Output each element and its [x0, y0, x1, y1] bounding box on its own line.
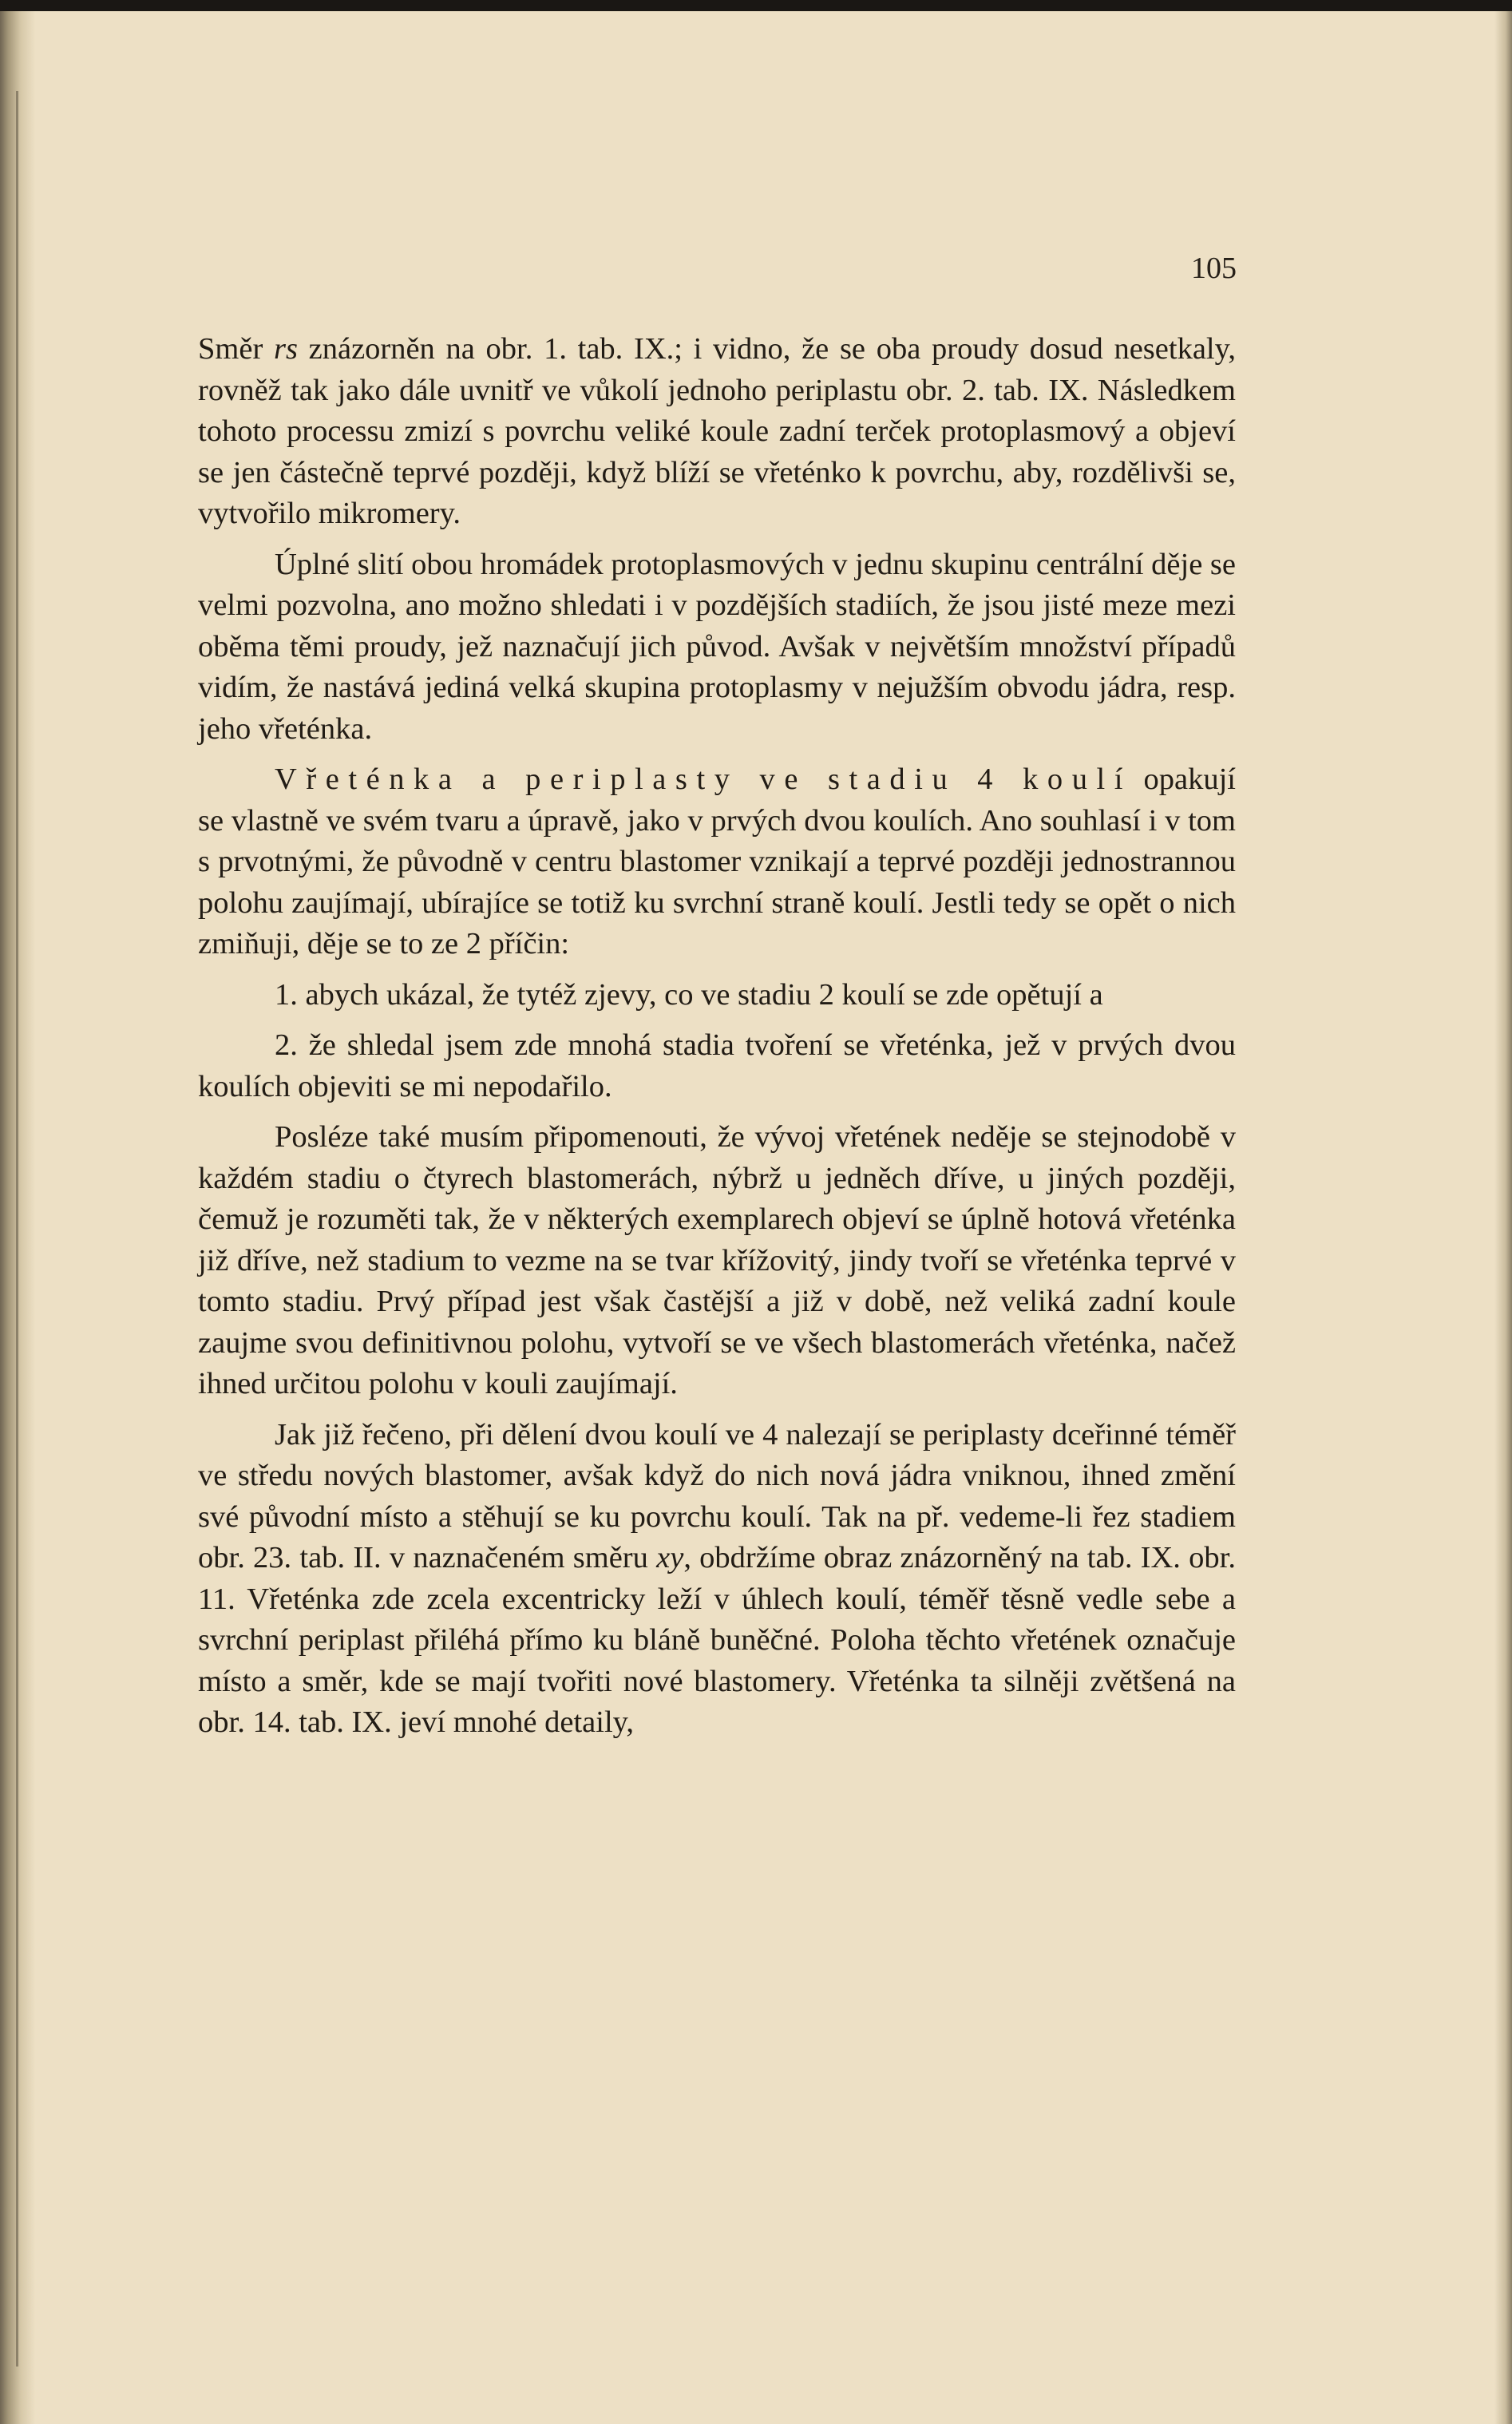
paragraph-1-rest: znázorněn na obr. 1. tab. IX.; i vidno, že se oba proudy dosud nesetkaly, rovněž tak jako dále uvnitř ve vůkolí jednoho periplastu obr. 2. tab. IX. Následkem tohoto processu zmizí s povrchu veliké koule zadní terček protoplasmový a objeví se jen částečně teprvé později, když blíží se vřeténko k povrchu, aby, rozdělivši se, vytvořilo mikromery. — [198, 332, 1236, 530]
paragraph-3-rest: opakují se vlastně ve svém tvaru a úpravě, jako v prvých dvou koulích. Ano souhlasí i v tom s prvotnými, že původně v centru blastomer vznikají a teprvé později jednostrannou polohu zaujímají, ubírajíce se totiž ku svrchní straně koulí. Jestli tedy se opět o nich zmiňuji, děje se to ze 2 příčin: — [198, 762, 1236, 960]
paragraph-2: Úplné slití obou hromádek protoplasmových v jednu skupinu centrální děje se velmi pozvolna, ano možno shledati i v pozdějších stadiích, že jsou jisté meze mezi oběma těmi proudy, jež naznačují jich původ. Avšak v největším množství případů vidím, že nastává jediná velká skupina protoplasmy v nejužším obvodu jádra, resp. jeho vřeténka. — [198, 547, 1236, 746]
paragraph-1-start: Směr — [198, 332, 274, 366]
page-edge-shadow — [1494, 11, 1512, 2424]
paragraph-6: Posléze také musím připomenouti, že vývoj vřetének neděje se stejnodobě v každém stadiu o čtyrech blastomerách, nýbrž u jedněch dříve, u jiných později, čemuž je rozuměti tak, že v některých exemplarech objeví se úplně hotová vřeténka již dříve, než stadium to vezme na se tvar křížovitý, jindy tvoří se vřeténka teprvé v tomto stadiu. Prvý případ jest však častější a již v době, než veliká zadní koule zaujme svou definitivnou polohu, vytvoří se ve všech blastomerách vřeténka, načež ihned určitou polohu v kouli zaujímají. — [198, 1120, 1236, 1400]
paragraph-7-start: Jak již řečeno, při dělení dvou koulí ve 4 nalezají se periplasty dceřinné téměř ve středu nových blastomer, avšak když do nich nová jádra vniknou, ihned změní své původní místo a stěhují se ku povrchu koulí. Tak na př. vedeme-li řez stadiem obr. 23. tab. II. v naznačeném směru — [198, 1417, 1236, 1574]
page-number: 105 — [1191, 252, 1237, 285]
list-item-2: 2. že shledal jsem zde mnohá stadia tvoření se vřeténka, jež v prvých dvou koulích objeviti se mi nepodařilo. — [198, 1028, 1236, 1103]
paragraph-3 — [198, 759, 1236, 965]
spaced-heading: Vřeténka a periplasty ve stadiu 4 koulí — [275, 762, 1133, 796]
paragraph-7 — [198, 1415, 1236, 1744]
paragraph-7-rest: , obdržíme obraz znázorněný na tab. IX. obr. 11. Vřeténka zde zcela excentricky leží v úhlech koulí, téměř těsně vedle sebe a svrchní periplast přiléhá přímo ku bláně buněčné. Poloha těchto vřetének označuje místo a směr, kde se mají tvořiti nové blastomery. Vřeténka ta silněji zvětšená na obr. 14. tab. IX. jeví mnohé detaily, — [198, 1541, 1236, 1739]
spine-edge — [16, 91, 18, 2367]
paragraph-1 — [198, 329, 1236, 535]
book-page — [0, 11, 1512, 2424]
body-text — [198, 329, 1236, 1753]
italic-label-rs: rs — [273, 332, 298, 366]
list-item-1: 1. abych ukázal, že tytéž zjevy, co ve stadiu 2 koulí se zde opětují a — [275, 977, 1103, 1012]
italic-label-xy: xy — [656, 1541, 684, 1574]
